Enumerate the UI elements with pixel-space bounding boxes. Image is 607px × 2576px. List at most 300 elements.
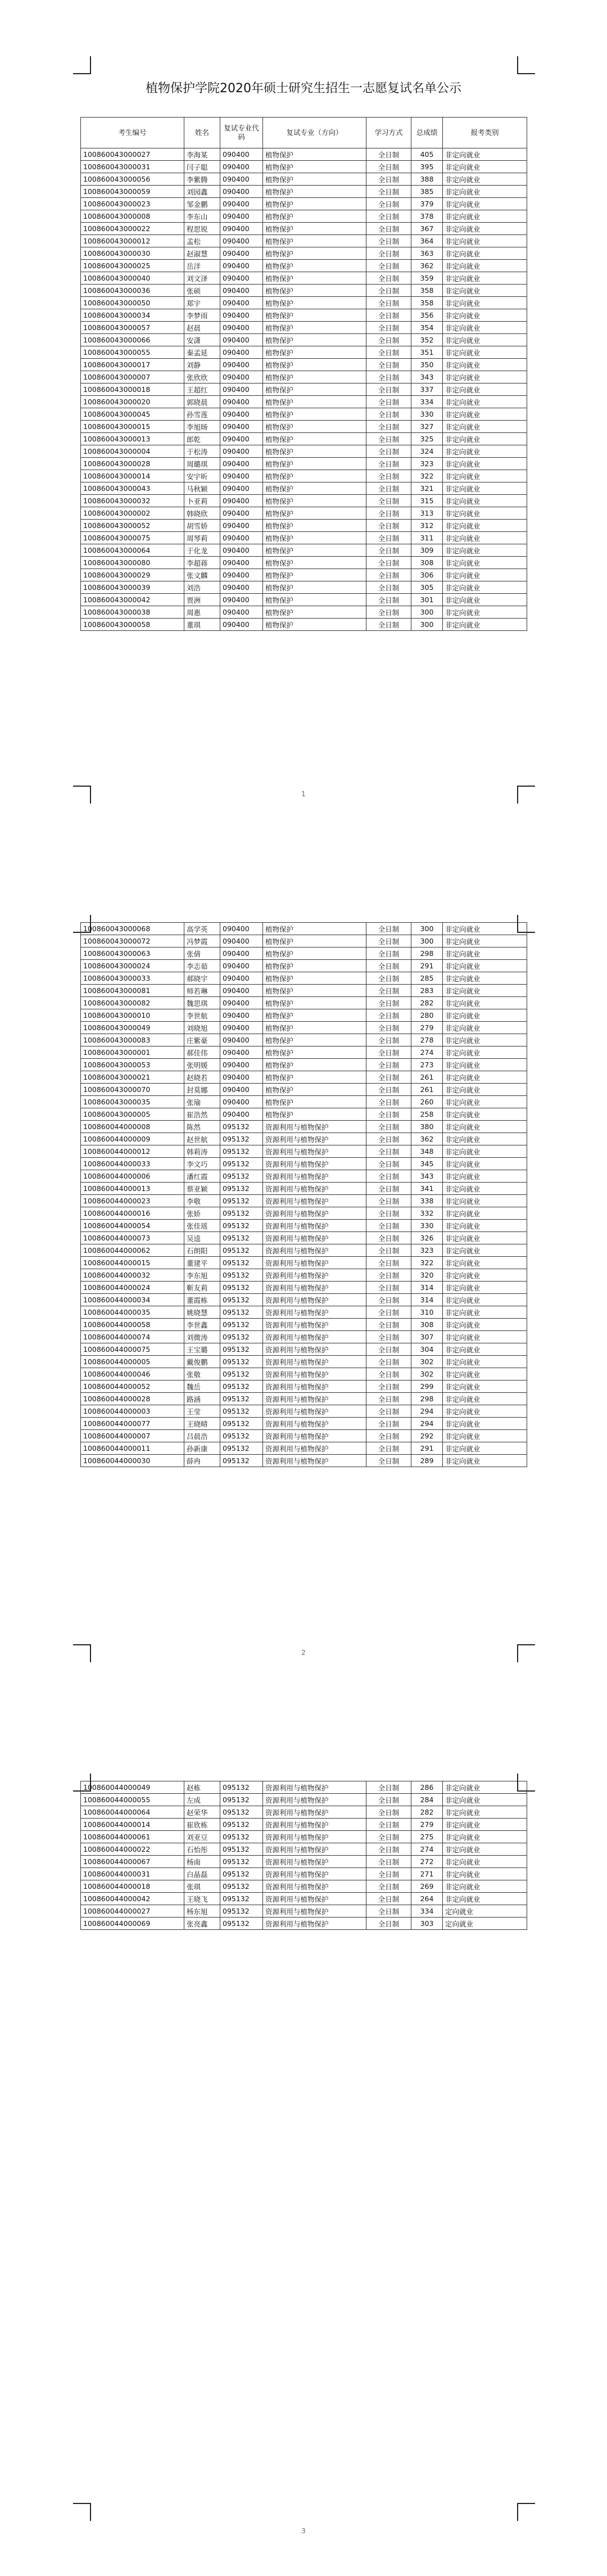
table-cell: 植物保护 [263, 334, 366, 346]
table-cell: 植物保护 [263, 482, 366, 495]
table-cell: 靳友莉 [184, 1282, 220, 1294]
table-cell: 非定向就业 [443, 223, 527, 235]
table-cell: 324 [411, 445, 443, 458]
table-cell: 资源利用与植物保护 [263, 1331, 366, 1343]
table-cell: 资源利用与植物保护 [263, 1905, 366, 1918]
table-cell: 100860043000043 [81, 482, 184, 495]
column-header: 考生编号 [81, 118, 184, 148]
table-cell: 095132 [220, 1781, 263, 1794]
table-cell: 资源利用与植物保护 [263, 1220, 366, 1232]
table-cell: 全日制 [366, 1121, 411, 1133]
table-cell: 322 [411, 1257, 443, 1269]
table-cell: 095132 [220, 1856, 263, 1868]
table-cell: 植物保护 [263, 173, 366, 186]
table-cell: 非定向就业 [443, 1418, 527, 1430]
table-cell: 100860043000004 [81, 445, 184, 458]
table-cell: 植物保护 [263, 235, 366, 247]
table-cell: 非定向就业 [443, 421, 527, 433]
table-cell: 全日制 [366, 569, 411, 581]
table-cell: 090400 [220, 148, 263, 161]
table-cell: 090400 [220, 309, 263, 322]
table-cell: 090400 [220, 1108, 263, 1121]
table-cell: 343 [411, 371, 443, 384]
table-cell: 石朗阳 [184, 1244, 220, 1257]
table-cell: 090400 [220, 507, 263, 520]
table-cell: 非定向就业 [443, 1282, 527, 1294]
table-cell: 非定向就业 [443, 1819, 527, 1831]
table-cell: 334 [411, 396, 443, 408]
table-cell: 全日制 [366, 997, 411, 1009]
table-row [81, 495, 527, 507]
table-cell: 植物保护 [263, 458, 366, 470]
table-row [81, 1158, 527, 1170]
table-cell: 全日制 [366, 1455, 411, 1467]
table-cell: 095132 [220, 1269, 263, 1282]
table-cell: 全日制 [366, 161, 411, 173]
table-cell: 非定向就业 [443, 1071, 527, 1084]
table-cell: 董琪 [184, 619, 220, 631]
table-row [81, 1393, 527, 1405]
table-cell: 非定向就业 [443, 272, 527, 285]
table-cell: 李文巧 [184, 1158, 220, 1170]
table-row [81, 1794, 527, 1806]
table-cell: 张明媛 [184, 1059, 220, 1071]
table-cell: 全日制 [366, 1269, 411, 1282]
table-cell: 孙雪莲 [184, 408, 220, 421]
table-cell: 090400 [220, 557, 263, 569]
table-cell: 非定向就业 [443, 1893, 527, 1905]
table-cell: 资源利用与植物保护 [263, 1170, 366, 1183]
table-cell: 095132 [220, 1806, 263, 1819]
table-cell: 385 [411, 186, 443, 198]
table-cell: 全日制 [366, 260, 411, 272]
table-cell: 郝佳伟 [184, 1046, 220, 1059]
table-row [81, 1257, 527, 1269]
table-row [81, 346, 527, 359]
table-cell: 植物保护 [263, 619, 366, 631]
table-cell: 全日制 [366, 1393, 411, 1405]
table-cell: 非定向就业 [443, 1856, 527, 1868]
table-cell: 100860043000034 [81, 309, 184, 322]
table-cell: 植物保护 [263, 161, 366, 173]
table-cell: 279 [411, 1022, 443, 1034]
table-cell: 植物保护 [263, 1096, 366, 1108]
table-cell: 于化龙 [184, 544, 220, 557]
table-cell: 100860043000059 [81, 186, 184, 198]
table-cell: 白晶磊 [184, 1868, 220, 1880]
table-cell: 274 [411, 1843, 443, 1856]
table-cell: 100860043000075 [81, 532, 184, 544]
table-cell: 100860043000010 [81, 1009, 184, 1022]
table-cell: 资源利用与植物保护 [263, 1368, 366, 1381]
table-cell: 269 [411, 1880, 443, 1893]
table-cell: 郭晓晨 [184, 396, 220, 408]
table-cell: 090400 [220, 470, 263, 482]
table-cell: 264 [411, 1893, 443, 1905]
table-cell: 322 [411, 470, 443, 482]
table-cell: 刘浩 [184, 581, 220, 594]
table-cell: 100860043000030 [81, 247, 184, 260]
table-cell: 郝晓宇 [184, 972, 220, 985]
table-cell: 魏思琪 [184, 997, 220, 1009]
table-cell: 非定向就业 [443, 1009, 527, 1022]
table-cell: 090400 [220, 223, 263, 235]
table-row [81, 1831, 527, 1843]
table-cell: 植物保护 [263, 923, 366, 935]
table-cell: 300 [411, 619, 443, 631]
table-cell: 100860044000009 [81, 1133, 184, 1145]
table-cell: 非定向就业 [443, 1381, 527, 1393]
table-cell: 100860044000012 [81, 1145, 184, 1158]
table-cell: 潘红霞 [184, 1170, 220, 1183]
table-cell: 090400 [220, 997, 263, 1009]
table-cell: 全日制 [366, 619, 411, 631]
table-cell: 全日制 [366, 1195, 411, 1207]
table-cell: 全日制 [366, 1207, 411, 1220]
table-cell: 095132 [220, 1880, 263, 1893]
table-cell: 非定向就业 [443, 322, 527, 334]
table-cell: 全日制 [366, 1145, 411, 1158]
table-row [81, 1893, 527, 1905]
crop-mark [517, 56, 535, 74]
table-cell: 非定向就业 [443, 569, 527, 581]
table-cell: 全日制 [366, 470, 411, 482]
table-cell: 周琴莉 [184, 532, 220, 544]
table-cell: 非定向就业 [443, 997, 527, 1009]
table-cell: 非定向就业 [443, 972, 527, 985]
table-row [81, 322, 527, 334]
table-cell: 090400 [220, 384, 263, 396]
table-cell: 284 [411, 1794, 443, 1806]
table-cell: 全日制 [366, 1232, 411, 1244]
table-cell: 非定向就业 [443, 247, 527, 260]
table-cell: 100860044000023 [81, 1195, 184, 1207]
table-cell: 全日制 [366, 235, 411, 247]
table-cell: 资源利用与植物保护 [263, 1893, 366, 1905]
table-cell: 090400 [220, 985, 263, 997]
table-row [81, 148, 527, 161]
table-cell: 362 [411, 260, 443, 272]
table-cell: 359 [411, 272, 443, 285]
candidate-table [80, 117, 527, 631]
table-cell: 全日制 [366, 1319, 411, 1331]
table-cell: 100860044000075 [81, 1343, 184, 1356]
table-cell: 非定向就业 [443, 1034, 527, 1046]
table-cell: 全日制 [366, 520, 411, 532]
page-title: 植物保护学院2020年硕士研究生招生一志愿复试名单公示 [146, 82, 461, 96]
table-cell: 307 [411, 1331, 443, 1343]
table-cell: 367 [411, 223, 443, 235]
table-cell: 非定向就业 [443, 235, 527, 247]
table-cell: 090400 [220, 297, 263, 309]
table-cell: 王宝璐 [184, 1343, 220, 1356]
table-cell: 100860044000028 [81, 1393, 184, 1405]
table-cell: 非定向就业 [443, 1170, 527, 1183]
table-cell: 非定向就业 [443, 1195, 527, 1207]
table-cell: 100860043000001 [81, 1046, 184, 1059]
table-cell: 全日制 [366, 433, 411, 445]
table-cell: 全日制 [366, 1918, 411, 1930]
table-cell: 090400 [220, 272, 263, 285]
table-cell: 全日制 [366, 923, 411, 935]
document-page [0, 859, 607, 1717]
table-cell: 095132 [220, 1331, 263, 1343]
table-cell: 095132 [220, 1442, 263, 1455]
table-cell: 全日制 [366, 1356, 411, 1368]
table-cell: 非定向就业 [443, 532, 527, 544]
table-cell: 308 [411, 557, 443, 569]
table-cell: 全日制 [366, 606, 411, 619]
table-cell: 100860044000016 [81, 1207, 184, 1220]
table-cell: 334 [411, 1905, 443, 1918]
table-cell: 100860043000014 [81, 470, 184, 482]
table-cell: 马秋颖 [184, 482, 220, 495]
table-cell: 全日制 [366, 1133, 411, 1145]
table-cell: 090400 [220, 1009, 263, 1022]
table-cell: 100860043000020 [81, 396, 184, 408]
table-cell: 植物保护 [263, 997, 366, 1009]
table-cell: 资源利用与植物保护 [263, 1868, 366, 1880]
table-cell: 095132 [220, 1356, 263, 1368]
table-cell: 非定向就业 [443, 198, 527, 210]
table-cell: 刘文泽 [184, 272, 220, 285]
table-cell: 植物保护 [263, 408, 366, 421]
table-cell: 全日制 [366, 1170, 411, 1183]
table-cell: 非定向就业 [443, 260, 527, 272]
table-cell: 364 [411, 235, 443, 247]
table-row [81, 972, 527, 985]
table-cell: 王晓飞 [184, 1893, 220, 1905]
table-cell: 全日制 [366, 334, 411, 346]
table-cell: 090400 [220, 247, 263, 260]
table-cell: 全日制 [366, 544, 411, 557]
table-cell: 095132 [220, 1294, 263, 1306]
table-cell: 302 [411, 1368, 443, 1381]
table-cell: 090400 [220, 198, 263, 210]
table-cell: 岳洋 [184, 260, 220, 272]
table-cell: 非定向就业 [443, 1331, 527, 1343]
table-cell: 非定向就业 [443, 544, 527, 557]
table-cell: 095132 [220, 1232, 263, 1244]
table-cell: 资源利用与植物保护 [263, 1781, 366, 1794]
table-cell: 100860043000068 [81, 923, 184, 935]
table-cell: 程思锐 [184, 223, 220, 235]
table-cell: 资源利用与植物保护 [263, 1121, 366, 1133]
table-cell: 314 [411, 1294, 443, 1306]
table-cell: 植物保护 [263, 594, 366, 606]
table-cell: 323 [411, 458, 443, 470]
table-cell: 全日制 [366, 495, 411, 507]
table-cell: 090400 [220, 161, 263, 173]
table-cell: 非定向就业 [443, 1393, 527, 1405]
table-cell: 非定向就业 [443, 1405, 527, 1418]
table-row [81, 1121, 527, 1133]
table-cell: 100860044000027 [81, 1905, 184, 1918]
table-cell: 李敬 [184, 1195, 220, 1207]
table-cell: 273 [411, 1059, 443, 1071]
table-cell: 植物保护 [263, 297, 366, 309]
table-cell: 100860044000014 [81, 1819, 184, 1831]
table-cell: 298 [411, 948, 443, 960]
table-cell: 韩晓欣 [184, 507, 220, 520]
table-cell: 资源利用与植物保护 [263, 1244, 366, 1257]
table-cell: 090400 [220, 346, 263, 359]
table-cell: 非定向就业 [443, 346, 527, 359]
table-cell: 刘园鑫 [184, 186, 220, 198]
table-cell: 341 [411, 1183, 443, 1195]
table-cell: 095132 [220, 1405, 263, 1418]
table-row [81, 470, 527, 482]
table-cell: 100860043000042 [81, 594, 184, 606]
table-cell: 全日制 [366, 1306, 411, 1319]
table-cell: 安宇昕 [184, 470, 220, 482]
table-row [81, 1843, 527, 1856]
table-cell: 赵栋 [184, 1781, 220, 1794]
table-row [81, 1096, 527, 1108]
table-cell: 全日制 [366, 482, 411, 495]
table-cell: 100860044000015 [81, 1257, 184, 1269]
table-cell: 100860043000080 [81, 557, 184, 569]
table-cell: 左成 [184, 1794, 220, 1806]
table-row [81, 923, 527, 935]
table-cell: 全日制 [366, 1831, 411, 1843]
table-header-row [81, 118, 527, 148]
table-cell: 100860044000007 [81, 1430, 184, 1442]
table-cell: 090400 [220, 458, 263, 470]
table-cell: 植物保护 [263, 322, 366, 334]
table-cell: 植物保护 [263, 935, 366, 948]
table-cell: 植物保护 [263, 186, 366, 198]
table-cell: 095132 [220, 1368, 263, 1381]
table-cell: 于松涛 [184, 445, 220, 458]
candidate-table [80, 1781, 527, 1930]
table-cell: 全日制 [366, 594, 411, 606]
table-row [81, 1071, 527, 1084]
table-cell: 植物保护 [263, 960, 366, 972]
table-cell: 植物保护 [263, 1034, 366, 1046]
table-cell: 271 [411, 1868, 443, 1880]
table-cell: 封莫娜 [184, 1084, 220, 1096]
table-cell: 090400 [220, 606, 263, 619]
candidate-table [80, 922, 527, 1467]
table-cell: 274 [411, 1046, 443, 1059]
table-cell: 非定向就业 [443, 557, 527, 569]
table-row [81, 1207, 527, 1220]
table-row [81, 247, 527, 260]
table-cell: 379 [411, 198, 443, 210]
table-cell: 090400 [220, 581, 263, 594]
table-cell: 311 [411, 532, 443, 544]
table-row [81, 458, 527, 470]
table-row [81, 309, 527, 322]
table-cell: 100860044000073 [81, 1232, 184, 1244]
table-cell: 090400 [220, 421, 263, 433]
table-cell: 全日制 [366, 421, 411, 433]
table-cell: 植物保护 [263, 985, 366, 997]
table-cell: 全日制 [366, 223, 411, 235]
table-cell: 302 [411, 1356, 443, 1368]
table-cell: 王超红 [184, 384, 220, 396]
table-cell: 100860044000067 [81, 1856, 184, 1868]
table-cell: 332 [411, 1207, 443, 1220]
table-row [81, 396, 527, 408]
table-cell: 非定向就业 [443, 507, 527, 520]
table-cell: 095132 [220, 1306, 263, 1319]
table-cell: 100860043000002 [81, 507, 184, 520]
table-row [81, 334, 527, 346]
table-cell: 全日制 [366, 173, 411, 186]
table-cell: 095132 [220, 1430, 263, 1442]
table-cell: 非定向就业 [443, 408, 527, 421]
table-cell: 090400 [220, 569, 263, 581]
table-cell: 275 [411, 1831, 443, 1843]
table-cell: 资源利用与植物保护 [263, 1269, 366, 1282]
table-cell: 095132 [220, 1418, 263, 1430]
table-cell: 405 [411, 148, 443, 161]
table-cell: 100860044000052 [81, 1381, 184, 1393]
table-cell: 388 [411, 173, 443, 186]
table-cell: 资源利用与植物保护 [263, 1806, 366, 1819]
table-row [81, 1368, 527, 1381]
table-cell: 090400 [220, 495, 263, 507]
table-cell: 095132 [220, 1455, 263, 1467]
table-cell: 植物保护 [263, 198, 366, 210]
table-cell: 全日制 [366, 1843, 411, 1856]
table-cell: 非定向就业 [443, 371, 527, 384]
table-row [81, 1455, 527, 1467]
table-cell: 全日制 [366, 1059, 411, 1071]
table-cell: 植物保护 [263, 606, 366, 619]
table-cell: 095132 [220, 1893, 263, 1905]
table-row [81, 1343, 527, 1356]
table-cell: 植物保护 [263, 359, 366, 371]
table-cell: 全日制 [366, 1158, 411, 1170]
table-cell: 全日制 [366, 1282, 411, 1294]
table-cell: 植物保护 [263, 285, 366, 297]
table-cell: 330 [411, 408, 443, 421]
table-cell: 090400 [220, 1046, 263, 1059]
table-row [81, 1269, 527, 1282]
table-cell: 全日制 [366, 1034, 411, 1046]
table-cell: 非定向就业 [443, 1244, 527, 1257]
table-cell: 全日制 [366, 1381, 411, 1393]
table-cell: 100860043000053 [81, 1059, 184, 1071]
table-cell: 100860043000045 [81, 408, 184, 421]
table-cell: 资源利用与植物保护 [263, 1794, 366, 1806]
table-row [81, 1381, 527, 1393]
table-cell: 王晓晴 [184, 1418, 220, 1430]
table-cell: 100860043000039 [81, 581, 184, 594]
table-cell: 100860044000033 [81, 1158, 184, 1170]
table-cell: 植物保护 [263, 421, 366, 433]
table-cell: 全日制 [366, 396, 411, 408]
table-cell: 325 [411, 433, 443, 445]
table-cell: 资源利用与植物保护 [263, 1455, 366, 1467]
table-cell: 非定向就业 [443, 619, 527, 631]
table-cell: 100860043000040 [81, 272, 184, 285]
table-cell: 植物保护 [263, 532, 366, 544]
table-cell: 338 [411, 1195, 443, 1207]
table-cell: 100860043000072 [81, 935, 184, 948]
table-cell: 非定向就业 [443, 396, 527, 408]
table-cell: 李海某 [184, 148, 220, 161]
table-cell: 非定向就业 [443, 1133, 527, 1145]
table-cell: 337 [411, 384, 443, 396]
table-cell: 全日制 [366, 1442, 411, 1455]
table-cell: 植物保护 [263, 470, 366, 482]
table-cell: 294 [411, 1405, 443, 1418]
table-row [81, 433, 527, 445]
